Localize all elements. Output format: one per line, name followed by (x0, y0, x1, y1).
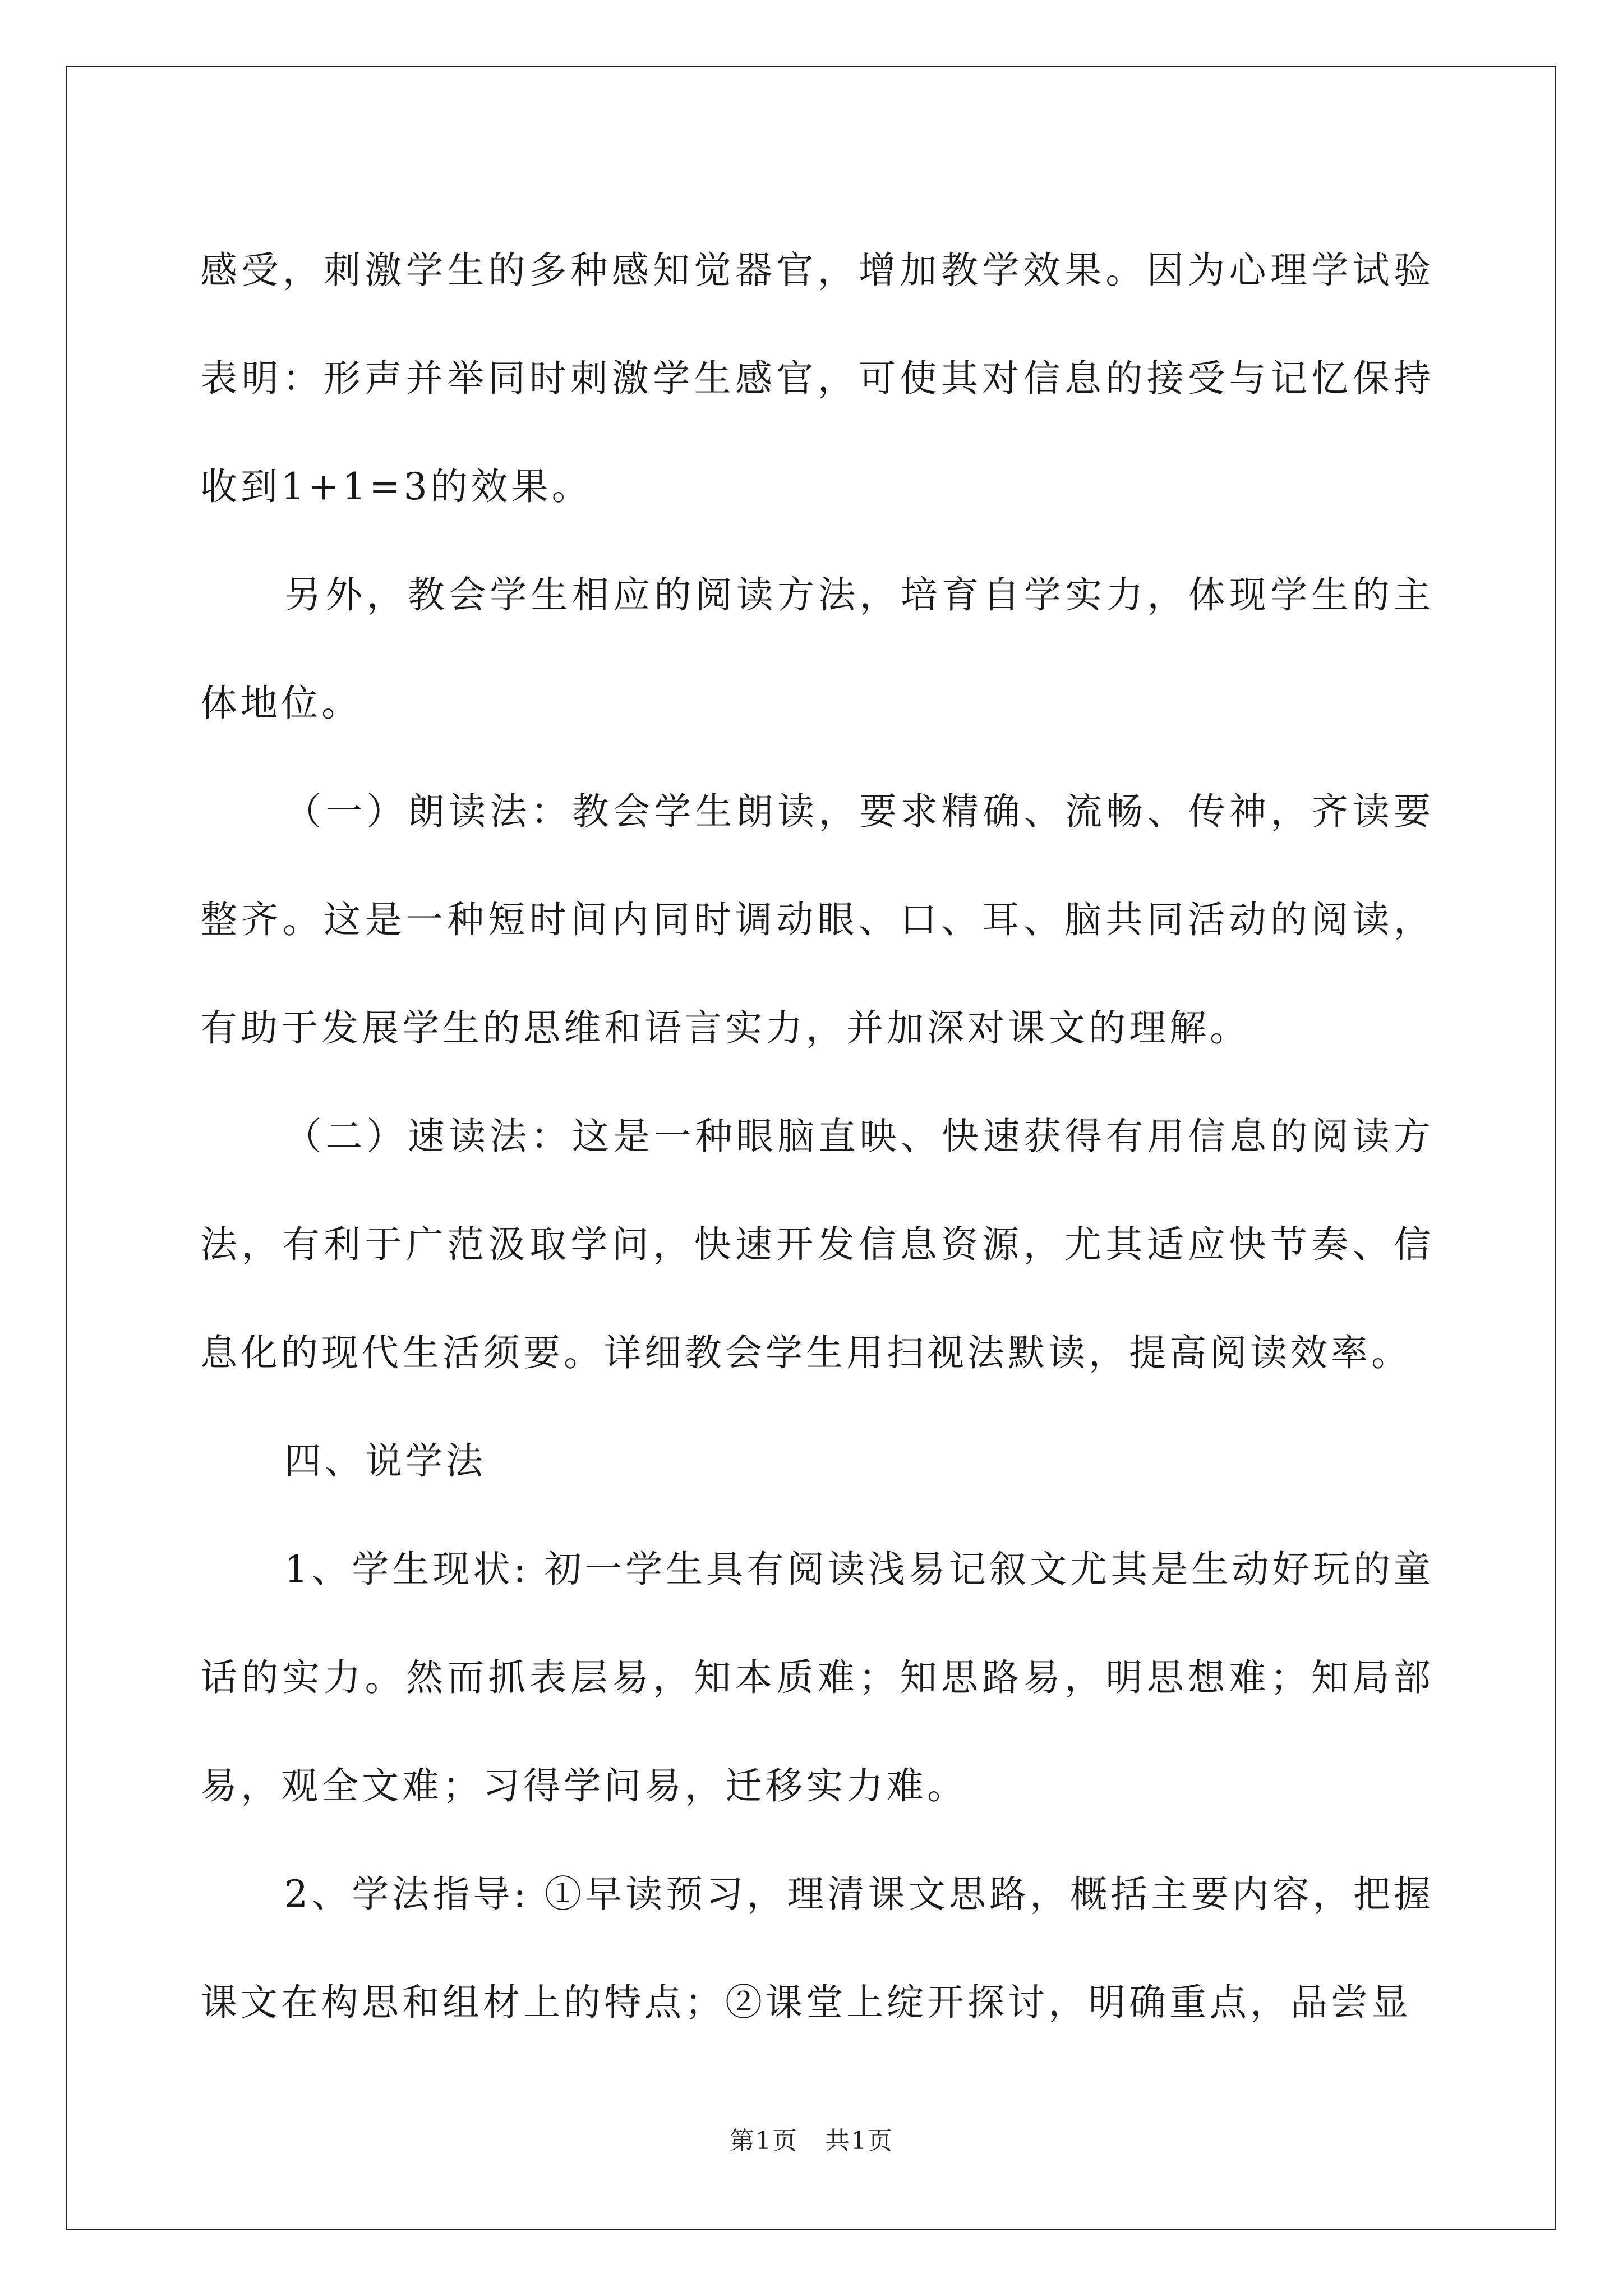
page-footer (0, 2124, 1623, 2158)
paragraph-read-aloud-method: （一）朗读法：教会学生朗读，要求精确、流畅、传神，齐读要整齐。这是一种短时间内同时调动眼、口、耳、脑共同活动的阅读，有助于发展学生的思维和语言实力，并加深对课文的理解。 (200, 790, 1434, 1050)
page-number-current: 第1页 (730, 2127, 799, 2155)
paragraph-reading-methods: 另外，教会学生相应的阅读方法，培育自学实力，体现学生的主体地位。 (200, 573, 1434, 725)
paragraph-study-guidance: 2、学法指导: ①早读预习，理清课文思路，概括主要内容，把握课文在构思和组材上的特点；②课堂上绽开探讨，明确重点，品尝显 (200, 1872, 1434, 2024)
paragraph-student-status: 1、学生现状: 初一学生具有阅读浅易记叙文尤其是生动好玩的童话的实力。然而抓表层易，知本质难；知思路易，明思想难；知局部易，观全文难；习得学问易，迁移实力难。 (200, 1548, 1434, 1807)
paragraph-continuation: 感受，刺激学生的多种感知觉器官，增加教学效果。因为心理学试验表明：形声并举同时刺激学生感官，可使其对信息的接受与记忆保持收到1+1=3的效果。 (200, 249, 1434, 508)
page-number-total: 共1页 (824, 2127, 893, 2155)
paragraph-speed-reading-method: （二）速读法：这是一种眼脑直映、快速获得有用信息的阅读方法，有利于广范汲取学问，快速开发信息资源，尤其适应快节奏、信息化的现代生活须要。详细教会学生用扫视法默读，提高阅读效率。 (200, 1115, 1434, 1374)
section-heading-study-methods: 四、说学法 (284, 1439, 486, 1483)
document-body (200, 216, 1434, 2056)
